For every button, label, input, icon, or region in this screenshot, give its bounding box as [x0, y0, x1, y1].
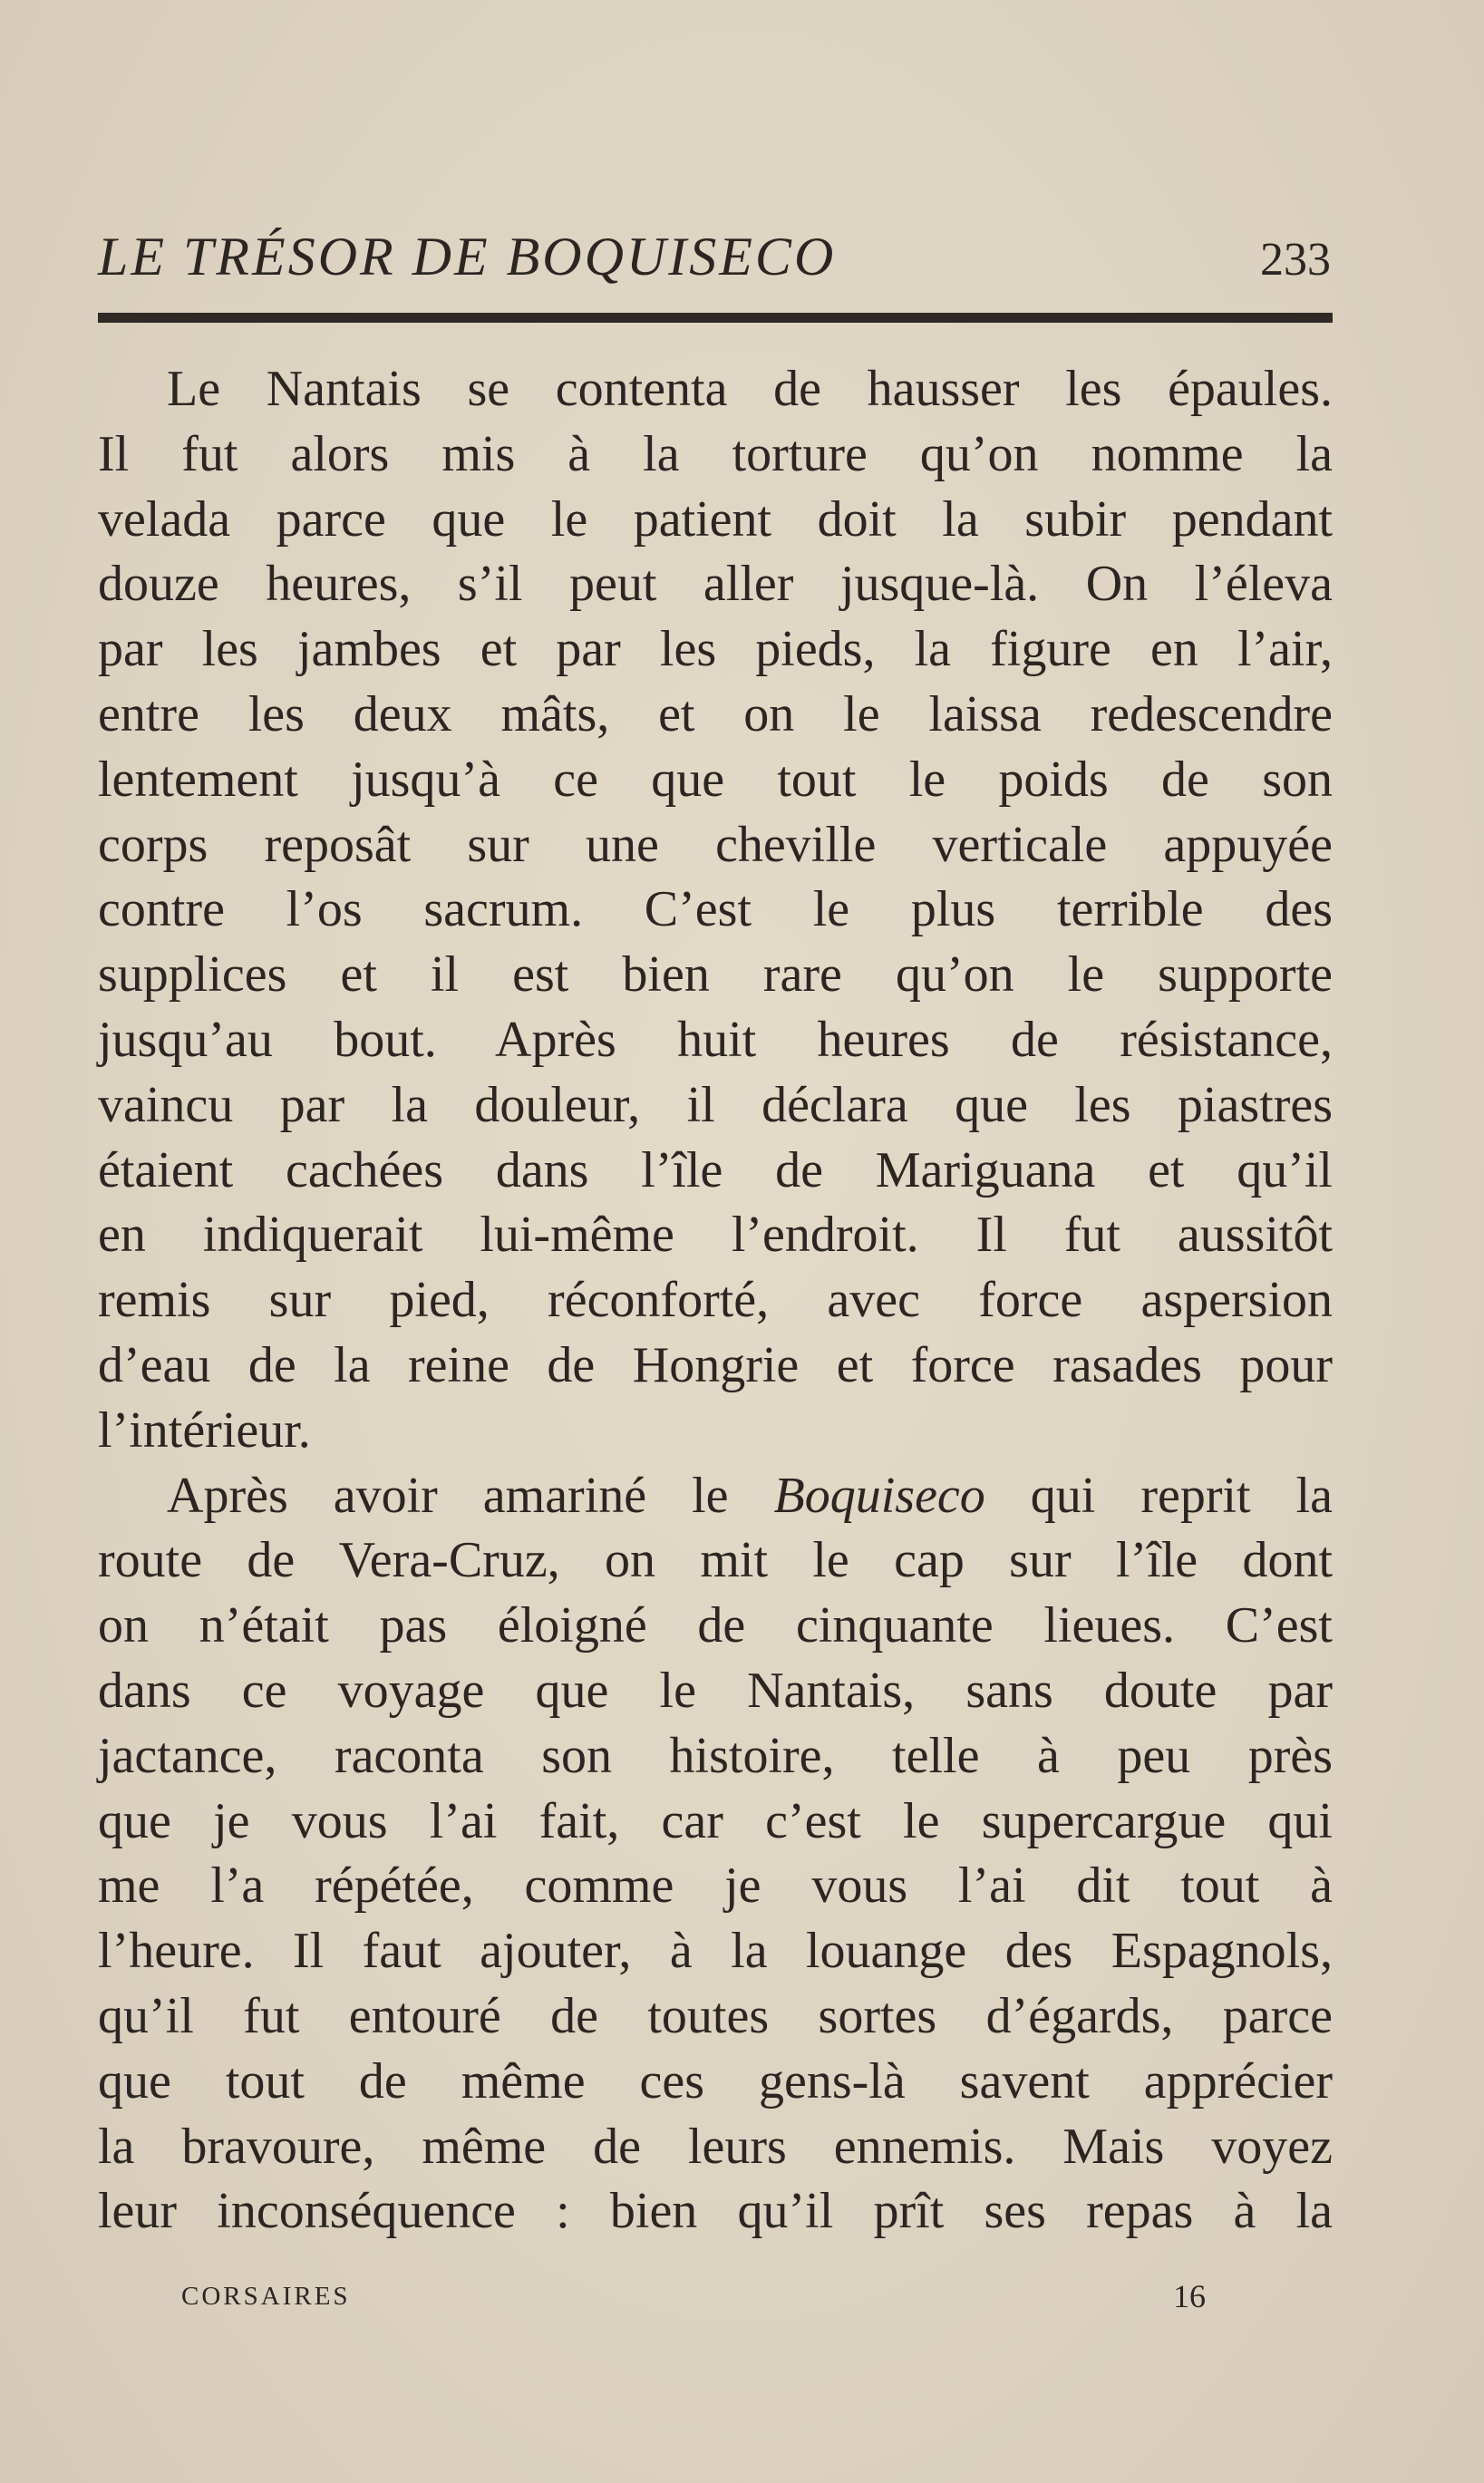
text-line: la bravoure, même de leurs ennemis. Mais voyez — [98, 2118, 1333, 2175]
text-line: dans ce voyage que le Nantais, sans doute par — [98, 1662, 1333, 1719]
ship-name: Boquiseco — [773, 1467, 985, 1524]
page-number: 233 — [1260, 234, 1331, 286]
text-line: leur inconséquence : bien qu’il prît ses repas à la — [98, 2183, 1333, 2240]
text-line: Après avoir amariné le Boquiseco qui reprit la — [167, 1467, 1334, 1524]
text-line: velada parce que le patient doit la subir pendant — [98, 490, 1333, 548]
text-line: l’heure. Il faut ajouter, à la louange des Espagnols, — [98, 1923, 1333, 1980]
text-line: l’intérieur. — [98, 1402, 311, 1459]
text-line: Le Nantais se contenta de hausser les épaules. — [167, 361, 1333, 417]
signature-mark: CORSAIRES — [181, 2282, 351, 2311]
text-line: jusqu’au bout. Après huit heures de résistance, — [98, 1011, 1333, 1068]
text-line: vaincu par la douleur, il déclara que les piastres — [98, 1076, 1333, 1133]
text-line: par les jambes et par les pieds, la figure en l’air, — [98, 621, 1333, 678]
header-rule — [98, 313, 1333, 323]
text-line: route de Vera-Cruz, on mit le cap sur l’île dont — [98, 1532, 1333, 1589]
text-line: corps reposât sur une cheville verticale appuyée — [98, 816, 1333, 873]
text-line: lentement jusqu’à ce que tout le poids de son — [98, 751, 1333, 808]
text-line: me l’a répétée, comme je vous l’ai dit tout à — [98, 1857, 1333, 1915]
text-line: étaient cachées dans l’île de Mariguana et qu’il — [98, 1141, 1333, 1198]
text-line: on n’était pas éloigné de cinquante lieues. C’est — [98, 1597, 1333, 1654]
text-line: entre les deux mâts, et on le laissa redescendre — [98, 685, 1333, 742]
running-head — [98, 225, 1331, 288]
text-line: jactance, raconta son histoire, telle à peu près — [98, 1727, 1333, 1784]
text-line: contre l’os sacrum. C’est le plus terrible des — [98, 881, 1333, 938]
text-line: douze heures, s’il peut aller jusque-là. On l’éleva — [98, 556, 1333, 613]
text-line: qu’il fut entouré de toutes sortes d’égards, parce — [98, 1987, 1333, 2044]
text-line: remis sur pied, réconforté, avec force aspersion — [98, 1272, 1333, 1329]
sheet-number: 16 — [1173, 2278, 1206, 2314]
text-line: que tout de même ces gens-là savent apprécier — [98, 2052, 1333, 2110]
text-line: en indiquerait lui-même l’endroit. Il fut aussitôt — [98, 1207, 1333, 1264]
page-footer — [181, 2274, 1206, 2319]
text-line: supplices et il est bien rare qu’on le supporte — [98, 946, 1333, 1004]
text-line: Il fut alors mis à la torture qu’on nomme la — [98, 425, 1333, 482]
body-text — [98, 357, 1333, 2245]
text-line: d’eau de la reine de Hongrie et force rasades pour — [98, 1336, 1333, 1393]
text-line: que je vous l’ai fait, car c’est le supercargue qui — [98, 1792, 1333, 1849]
running-head-title: LE TRÉSOR DE BOQUISECO — [98, 227, 837, 286]
